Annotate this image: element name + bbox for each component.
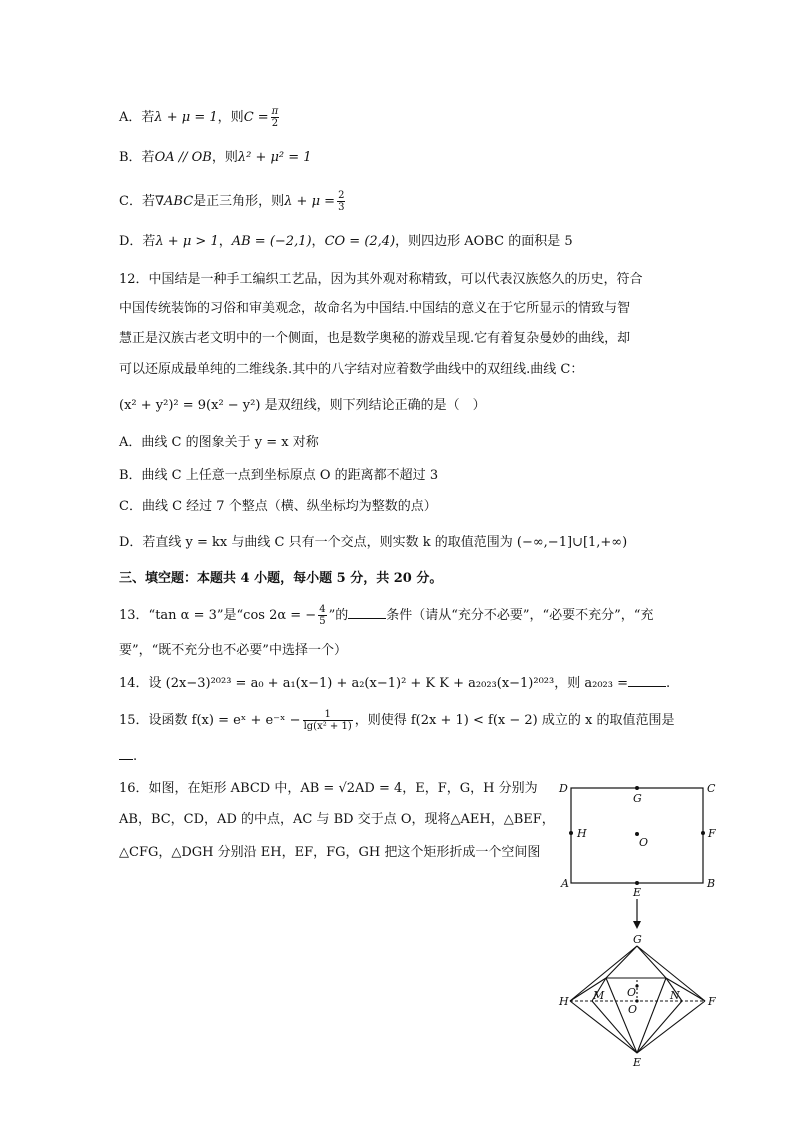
denominator: lg(x² + 1) xyxy=(303,721,352,732)
vector-co: CO = (2,4) xyxy=(324,234,396,249)
q13-line-1 xyxy=(119,604,653,627)
conclusion: ，则四边形 AOBC 的面积是 5 xyxy=(395,234,573,249)
midpoint-f xyxy=(701,831,705,835)
q13-prefix: 13．“tan α = 3”是“cos 2α = − xyxy=(119,608,317,623)
q12-line-2: 中国传统装饰的习俗和审美观念，故命名为中国结.中国结的意义在于它所显示的情致与智 xyxy=(119,301,631,316)
section-heading: 三、填空题：本题共 4 小题，每小题 5 分，共 20 分。 xyxy=(119,571,443,586)
q13-mid: ”的 xyxy=(328,608,349,623)
fraction xyxy=(271,106,280,129)
midpoint-g xyxy=(635,786,639,790)
vector-ab: AB = (−2,1) xyxy=(231,234,312,249)
solid-label-m: M xyxy=(593,989,605,1002)
solid-label-g: G xyxy=(633,933,642,946)
q11-option-b xyxy=(119,148,312,168)
denominator: 2 xyxy=(271,118,279,129)
q16-line-3: △CFG，△DGH 分别沿 EH，EF，FG，GH 把这个矩形折成一个空间图 xyxy=(119,845,541,860)
arrow-head xyxy=(633,921,641,929)
fraction xyxy=(337,190,345,213)
separator: ， xyxy=(218,234,232,249)
result: λ² + μ² = 1 xyxy=(237,150,312,165)
solid-label-h: H xyxy=(559,995,569,1008)
connector: ，则 xyxy=(217,110,244,125)
option-label: D．若 xyxy=(119,234,156,249)
q12-line-4: 可以还原成最单纯的二维线条.其中的八字结对应着数学曲线中的双纽线.曲线 C： xyxy=(119,362,584,377)
answer-blank[interactable] xyxy=(348,606,386,619)
q11-option-d xyxy=(119,232,573,252)
period: . xyxy=(133,749,138,764)
separator: ， xyxy=(311,234,325,249)
condition: λ + μ = 1 xyxy=(154,110,218,125)
condition: ∇ABC xyxy=(154,194,194,209)
label-b: B xyxy=(707,877,716,890)
numerator: 4 xyxy=(319,604,326,615)
label-c: C xyxy=(707,782,716,795)
solid-label-o1: O xyxy=(627,986,637,999)
result: λ + μ = xyxy=(284,194,336,209)
geometry-figure xyxy=(548,775,738,1075)
fraction xyxy=(318,604,326,627)
answer-blank[interactable] xyxy=(119,747,133,760)
denominator: 3 xyxy=(338,202,345,213)
solid-label-e: E xyxy=(633,1056,642,1069)
numerator: π xyxy=(271,106,279,117)
q14-text: 14．设 (2x−3)²⁰²³ = a₀ + a₁(x−1) + a₂(x−1)² + K K + a₂₀₂₃(x−1)²⁰²³，则 a₂₀₂₃ = xyxy=(119,676,628,691)
label-a: A xyxy=(561,877,569,890)
option-label: A．若 xyxy=(119,110,155,125)
fraction xyxy=(303,709,353,732)
label-e: E xyxy=(633,886,642,899)
period: . xyxy=(665,676,671,691)
q16-line-2: AB，BC，CD，AD 的中点，AC 与 BD 交于点 O，现将△AEH，△BEF， xyxy=(119,812,555,827)
q13-suffix: 条件（请从“充分不必要”，“必要不充分”，“充 xyxy=(386,608,654,623)
label-o: O xyxy=(639,836,649,849)
answer-blank[interactable] xyxy=(628,674,666,687)
q12-option-d: D．若直线 y = kx 与曲线 C 只有一个交点，则实数 k 的取值范围为 (−∞,−1]∪[1,+∞) xyxy=(119,535,628,550)
midpoint-h xyxy=(569,831,573,835)
solid-label-n: N xyxy=(670,989,680,1002)
label-f: F xyxy=(708,827,716,840)
label-h: H xyxy=(577,827,587,840)
q15-answer-line xyxy=(119,747,137,767)
result: C = xyxy=(243,110,269,125)
condition: OA // OB xyxy=(154,150,212,165)
q15-prefix: 15．设函数 f(x) = eˣ + e⁻ˣ − xyxy=(119,713,301,728)
label-g: G xyxy=(633,792,642,805)
solid-label-o2: O xyxy=(628,1003,638,1016)
q15-suffix: ，则使得 f(2x + 1) < f(x − 2) 成立的 x 的取值范围是 xyxy=(354,713,675,728)
denominator: 5 xyxy=(319,616,326,627)
option-label: B．若 xyxy=(119,150,155,165)
condition: λ + μ > 1 xyxy=(155,234,219,249)
connector: 是正三角形，则 xyxy=(193,194,285,209)
q12-option-c: C．曲线 C 经过 7 个整点（横、纵坐标均为整数的点） xyxy=(119,499,437,514)
q12-line-3: 慧正是汉族古老文明中的一个侧面，也是数学奥秘的游戏呈现.它有着复杂曼妙的曲线，却 xyxy=(119,331,631,346)
q12-option-b: B．曲线 C 上任意一点到坐标原点 O 的距离都不超过 3 xyxy=(119,468,439,483)
q16-line-1: 16．如图，在矩形 ABCD 中，AB = √2AD = 4，E，F，G，H 分别为 xyxy=(119,781,538,796)
q12-line-1: 12．中国结是一种手工编织工艺品，因为其外观对称精致，可以代表汉族悠久的历史，符合 xyxy=(119,272,643,287)
q11-option-a xyxy=(119,106,281,129)
option-label: C．若 xyxy=(119,194,155,209)
label-d: D xyxy=(559,782,568,795)
connector: ，则 xyxy=(211,150,238,165)
q14-line xyxy=(119,674,670,694)
q11-option-c xyxy=(119,190,347,213)
midpoint-e xyxy=(635,881,639,885)
q12-line-5: (x² + y²)² = 9(x² − y²) 是双纽线，则下列结论正确的是（ ） xyxy=(119,398,486,413)
q13-line-2: 要”，“既不充分也不必要”中选择一个） xyxy=(119,643,347,658)
q15-line xyxy=(119,709,674,732)
q12-option-a: A．曲线 C 的图象关于 y = x 对称 xyxy=(119,435,319,450)
numerator: 1 xyxy=(303,709,353,721)
numerator: 2 xyxy=(338,190,345,201)
solid-label-f: F xyxy=(708,995,716,1008)
